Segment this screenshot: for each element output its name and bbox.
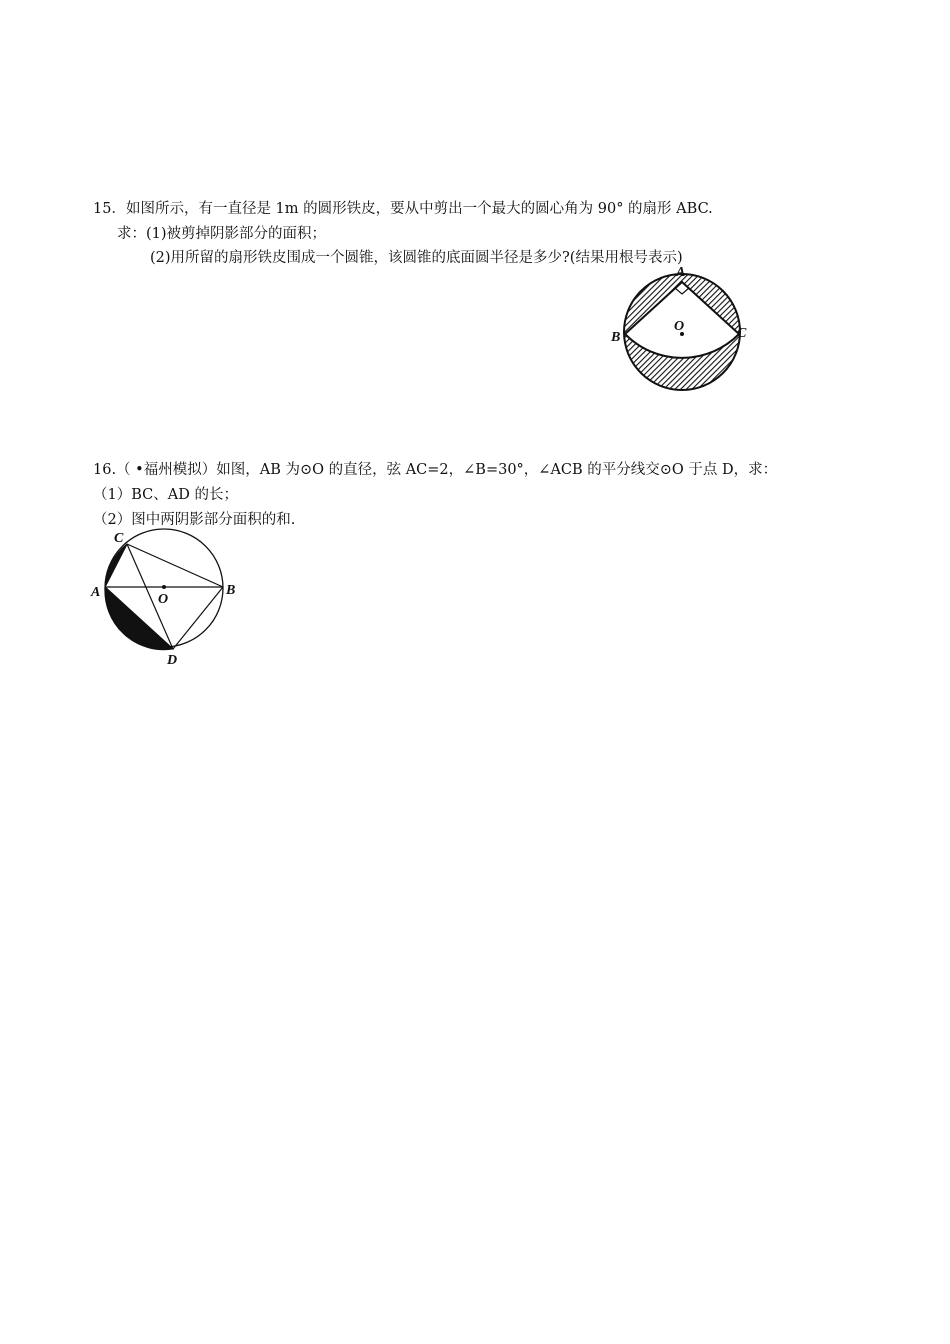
q16-label-B: B	[226, 583, 236, 598]
q16-chord-AC	[105, 544, 127, 587]
q16-line1: 16.（ •福州模拟）如图，AB 为⊙O 的直径，弦 AC=2，∠B=30°，∠ACB 的平分线交⊙O 于点 D，求：	[93, 462, 778, 478]
q16-label-D: D	[167, 653, 178, 668]
q16-chord-CB	[127, 544, 223, 587]
q15-label-C: C	[737, 326, 747, 341]
q15-line2: 求：(1)被剪掉阴影部分的面积；	[117, 226, 327, 242]
q16-line2: （1）BC、AD 的长；	[93, 487, 238, 503]
q15-line1: 15．如图所示，有一直径是 1m 的圆形铁皮，要从中剪出一个最大的圆心角为 90° 的扇形 ABC.	[93, 201, 713, 217]
q16-label-C: C	[114, 531, 124, 546]
q15-label-A: A	[676, 265, 686, 280]
q16-label-A: A	[91, 585, 101, 600]
q16-center-dot	[162, 585, 166, 589]
q15-label-B: B	[611, 330, 621, 345]
q16-line3: （2）图中两阴影部分面积的和.	[93, 512, 296, 528]
q16-label-O: O	[158, 592, 169, 607]
q15-label-O: O	[674, 319, 685, 334]
q15-line3: (2)用所留的扇形铁皮围成一个圆锥，该圆锥的底面圆半径是多少?(结果用根号表示)	[150, 250, 683, 266]
